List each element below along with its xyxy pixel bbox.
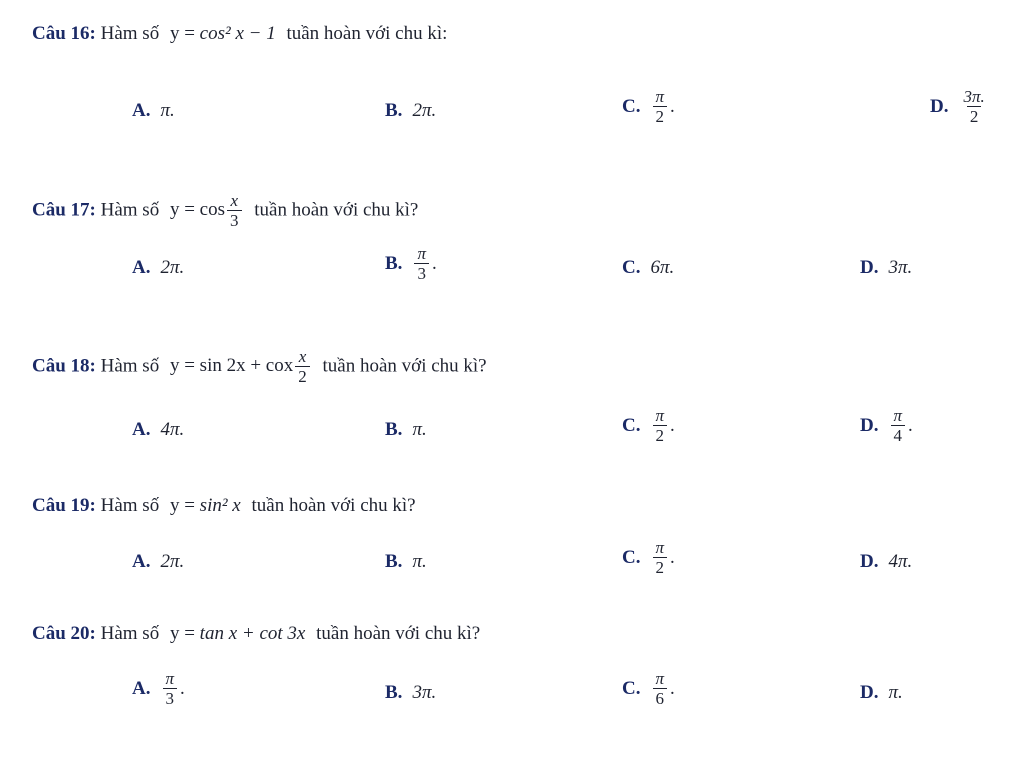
option-a[interactable]: A. 2π. — [132, 257, 185, 278]
option-c[interactable]: C. $\frac{\pi}{2}$ . — [622, 538, 675, 577]
option-a[interactable]: A. 2π. — [132, 551, 185, 572]
option-d[interactable]: D. $\frac{\pi}{4}$ . — [860, 406, 913, 445]
option-d[interactable]: D. $\frac{3\pi.}{2}$ — [930, 88, 991, 126]
option-c[interactable]: C. $\frac{\pi}{2}$ . — [622, 87, 675, 126]
option-c[interactable]: C. $\frac{\pi}{6}$ . — [622, 669, 675, 708]
question-label: Câu 17: — [32, 199, 96, 221]
question-tail: tuần hoàn với chu kì? — [316, 623, 481, 644]
fraction: $\frac{\pi}{3}$ — [414, 245, 429, 283]
option-b[interactable]: B. π. — [385, 419, 427, 440]
question-label: Câu 16: — [32, 23, 96, 44]
option-a[interactable]: A. π. — [132, 100, 175, 121]
question-19 — [32, 494, 416, 518]
formula: y = cos $\frac{x}{3}$ — [170, 199, 244, 220]
option-b[interactable]: B. π. — [385, 551, 427, 572]
formula: y = sin² x — [169, 495, 241, 516]
question-tail: tuần hoàn với chu kì: — [286, 23, 448, 44]
question-intro: Hàm số — [100, 23, 160, 44]
question-intro: Hàm số — [100, 623, 160, 644]
option-b[interactable]: B. 3π. — [385, 682, 437, 703]
option-b[interactable]: B. 2π. — [385, 100, 437, 121]
option-d[interactable]: D. 3π. — [860, 257, 913, 278]
option-d[interactable]: D. 4π. — [860, 551, 913, 572]
question-intro: Hàm số — [100, 199, 160, 221]
fraction: $\frac{\pi}{6}$ — [652, 670, 667, 708]
fraction: $\frac{3\pi.}{2}$ — [963, 87, 985, 126]
formula: y = sin 2x + cox $\frac{x}{2}$ — [170, 355, 312, 376]
option-c[interactable]: C. $\frac{\pi}{2}$ . — [622, 406, 675, 445]
fraction: $\frac{\pi}{2}$ — [652, 88, 667, 126]
question-tail: tuần hoàn với chu kì? — [251, 495, 416, 516]
option-d[interactable]: D. π. — [860, 682, 903, 703]
question-16 — [32, 22, 447, 46]
option-b[interactable]: B. $\frac{\pi}{3}$ . — [385, 244, 437, 283]
question-18 — [32, 348, 487, 386]
question-label: Câu 20: — [32, 623, 96, 644]
question-tail: tuần hoàn với chu kì? — [322, 355, 487, 377]
fraction: $\frac{\pi}{2}$ — [652, 407, 667, 445]
fraction: $\frac{\pi}{2}$ — [652, 539, 667, 577]
question-20 — [32, 622, 480, 646]
question-label: Câu 18: — [32, 355, 96, 377]
formula: y = tan x + cot 3x — [169, 623, 306, 644]
fraction: $\frac{\pi}{3}$ — [162, 670, 177, 708]
question-label: Câu 19: — [32, 495, 96, 516]
question-17 — [32, 192, 418, 230]
question-intro: Hàm số — [100, 495, 160, 516]
fraction: $\frac{\pi}{4}$ — [890, 407, 905, 445]
option-a[interactable]: A. $\frac{\pi}{3}$ . — [132, 669, 185, 708]
question-intro: Hàm số — [100, 355, 160, 377]
question-tail: tuần hoàn với chu kì? — [254, 199, 419, 221]
option-c[interactable]: C. 6π. — [622, 257, 675, 278]
formula: y = cos² x − 1 — [169, 23, 276, 44]
option-a[interactable]: A. 4π. — [132, 419, 185, 440]
